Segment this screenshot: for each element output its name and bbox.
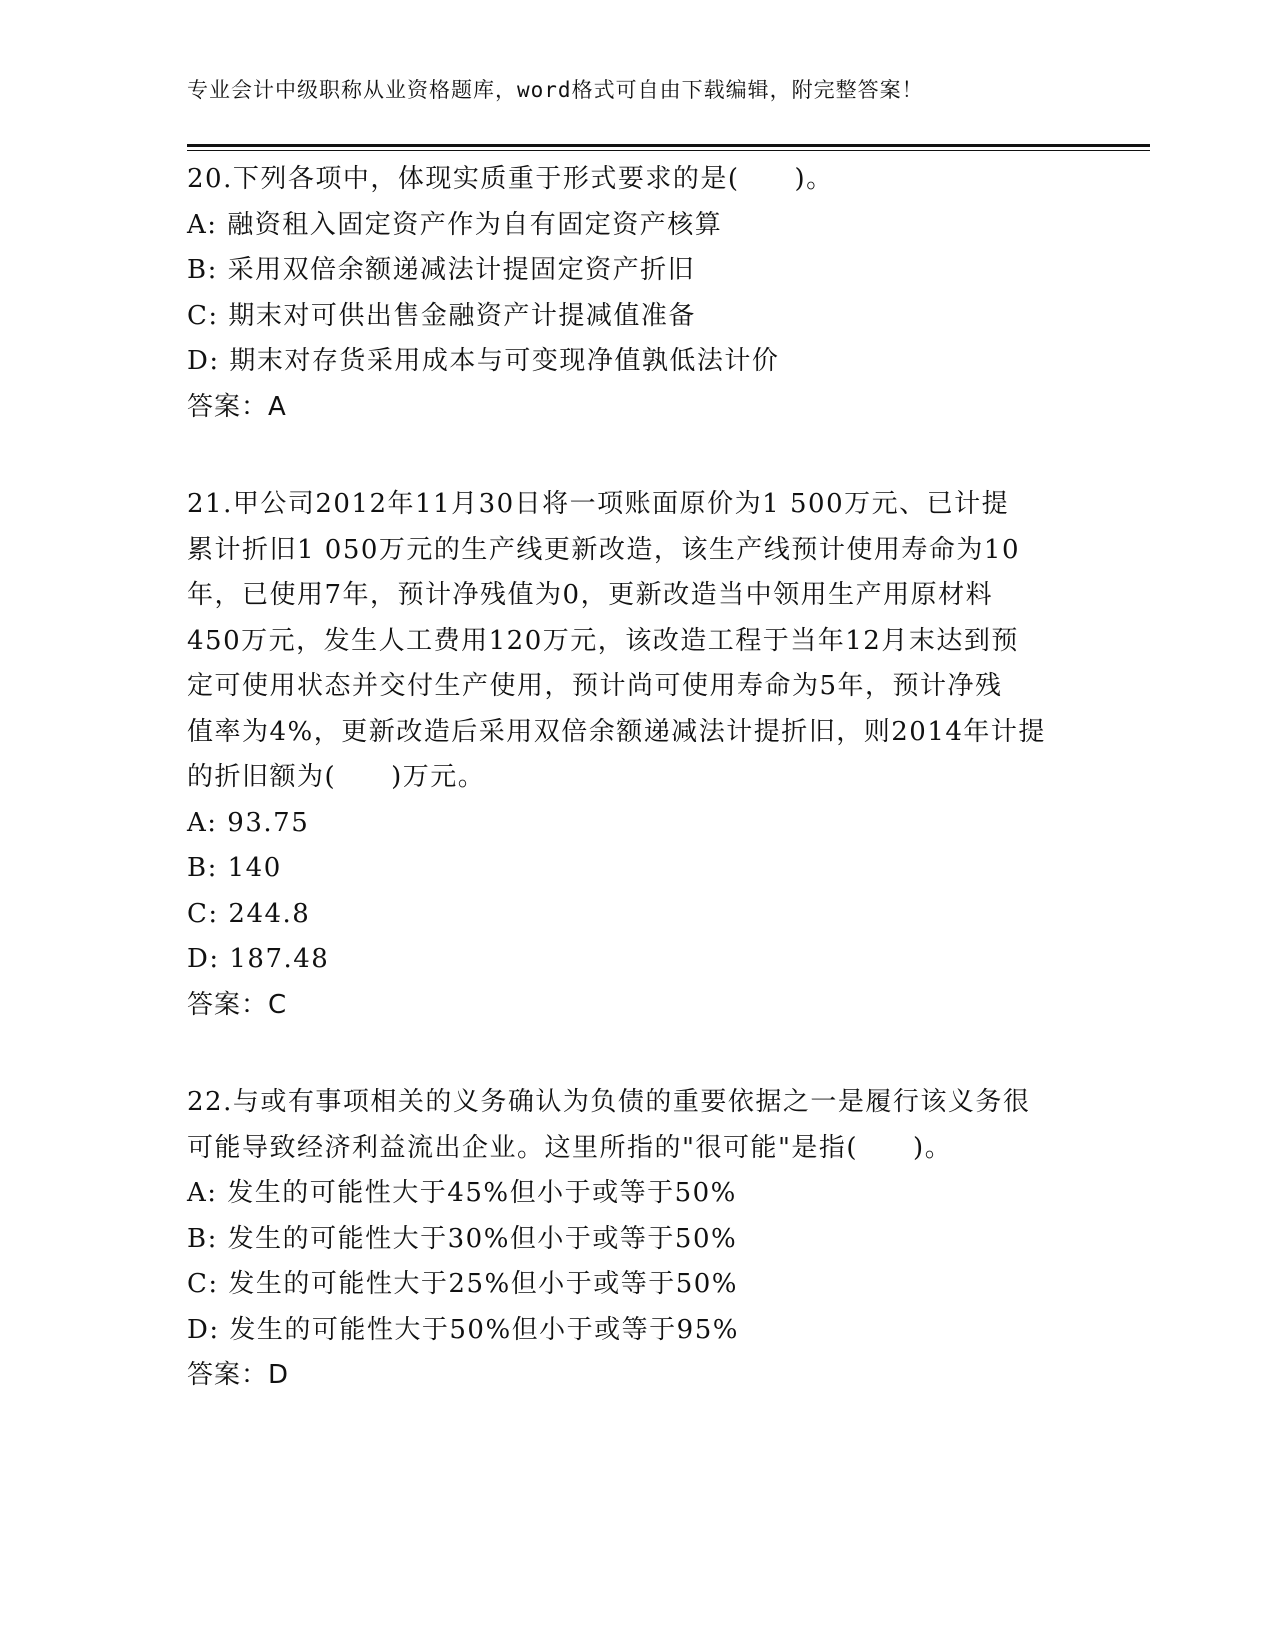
question-list: [187, 157, 1087, 1451]
question-stem-line: 可能导致经济利益流出企业。这里所指的"很可能"是指( )。: [187, 1132, 953, 1163]
question-stem: 20.下列各项中，体现实质重于形式要求的是( )。: [187, 164, 834, 194]
answer: 答案：D: [187, 1360, 290, 1390]
question-20: [187, 157, 1087, 430]
answer: 答案：C: [187, 989, 288, 1020]
page-header: 专业会计中级职称从业资格题库，word格式可自由下载编辑，附完整答案！: [187, 78, 924, 102]
question-stem-line: 的折旧额为( )万元。: [187, 762, 486, 792]
option-b: B: 发生的可能性大于30%但小于或等于50%: [187, 1223, 738, 1254]
question-stem-line: 值率为4%，更新改造后采用双倍余额递减法计提折旧，则2014年计提: [187, 716, 1046, 747]
option-b: B: 采用双倍余额递减法计提固定资产折旧: [187, 255, 696, 285]
question-stem-line: 定可使用状态并交付生产使用，预计尚可使用寿命为5年，预计净残: [187, 671, 1003, 701]
option-c: C: 发生的可能性大于25%但小于或等于50%: [187, 1269, 738, 1299]
option-d: D: 发生的可能性大于50%但小于或等于95%: [187, 1314, 739, 1345]
question-stem-line: 累计折旧1 050万元的生产线更新改造，该生产线预计使用寿命为10: [187, 534, 1021, 565]
header-rule-thick: [187, 144, 1150, 147]
question-22: [187, 1080, 1087, 1399]
option-c: C: 期末对可供出售金融资产计提减值准备: [187, 300, 696, 331]
question-stem-line: 年，已使用7年，预计净残值为0，更新改造当中领用生产用原材料: [187, 580, 994, 610]
option-d: D: 187.48: [187, 944, 330, 974]
option-a: A: 融资租入固定资产作为自有固定资产核算: [187, 209, 723, 240]
question-stem-line: 22.与或有事项相关的义务确认为负债的重要依据之一是履行该义务很: [187, 1087, 1031, 1117]
option-c: C: 244.8: [187, 898, 311, 929]
option-a: A: 发生的可能性大于45%但小于或等于50%: [187, 1178, 737, 1208]
question-21: [187, 482, 1087, 1028]
option-a: A: 93.75: [187, 807, 310, 838]
answer: 答案：A: [187, 391, 287, 422]
question-stem-line: 21.甲公司2012年11月30日将一项账面原价为1 500万元、已计提: [187, 489, 1010, 519]
header-rule-thin: [187, 150, 1150, 151]
option-b: B: 140: [187, 853, 282, 883]
question-stem-line: 450万元，发生人工费用120万元，该改造工程于当年12月末达到预: [187, 625, 1019, 656]
option-d: D: 期末对存货采用成本与可变现净值孰低法计价: [187, 346, 780, 376]
